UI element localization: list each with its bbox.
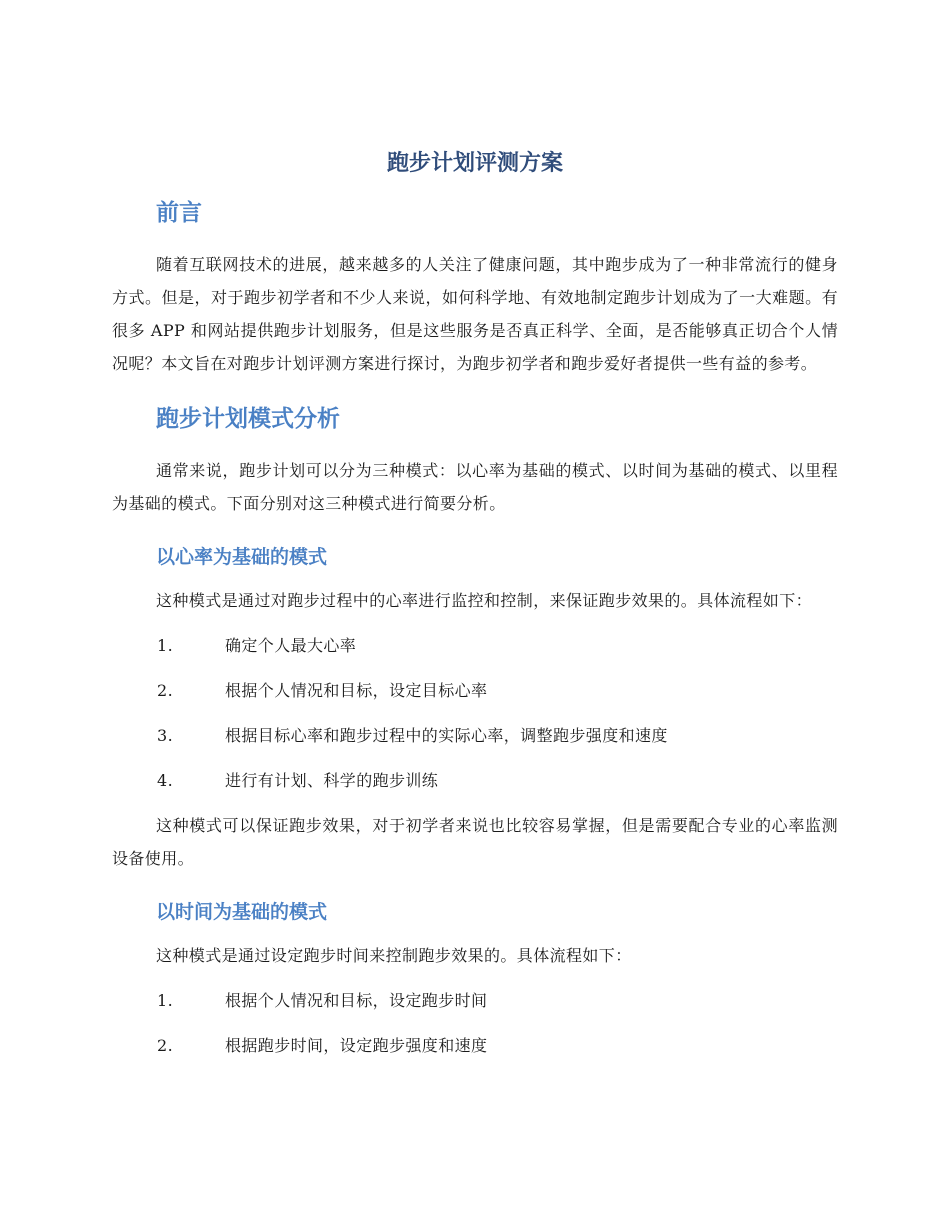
list-item-number: 2.: [157, 681, 174, 700]
list-item-text: 根据个人情况和目标，设定跑步时间: [225, 991, 488, 1010]
heart-rate-conclusion: 这种模式可以保证跑步效果，对于初学者来说也比较容易掌握，但是需要配合专业的心率监测设备使用。: [112, 816, 838, 868]
list-item: [112, 629, 838, 662]
section-heading-intro: 前言: [156, 200, 202, 226]
list-item: [112, 1029, 838, 1062]
list-item-number: 1.: [157, 636, 174, 655]
analysis-paragraph: 通常来说，跑步计划可以分为三种模式：以心率为基础的模式、以时间为基础的模式、以里程为基础的模式。下面分别对这三种模式进行简要分析。: [112, 461, 838, 513]
list-item: [112, 719, 838, 752]
list-item-number: 1.: [157, 991, 174, 1010]
heart-rate-steps-list: [112, 629, 838, 797]
time-based-steps-list: [112, 984, 838, 1062]
list-item-number: 4.: [157, 771, 174, 790]
list-item-text: 根据个人情况和目标，设定目标心率: [225, 681, 488, 700]
time-based-paragraph: 这种模式是通过设定跑步时间来控制跑步效果的。具体流程如下：: [156, 946, 632, 965]
list-item-text: 进行有计划、科学的跑步训练: [225, 771, 439, 790]
list-item-text: 根据跑步时间，设定跑步强度和速度: [225, 1036, 488, 1055]
list-item-number: 2.: [157, 1036, 174, 1055]
document-title: 跑步计划评测方案: [386, 151, 563, 176]
list-item-text: 根据目标心率和跑步过程中的实际心率，调整跑步强度和速度: [225, 726, 668, 745]
subsection-heading-heart-rate: 以心率为基础的模式: [156, 546, 328, 568]
section-heading-analysis: 跑步计划模式分析: [156, 406, 340, 432]
intro-paragraph: 随着互联网技术的进展，越来越多的人关注了健康问题，其中跑步成为了一种非常流行的健身方式。但是，对于跑步初学者和不少人来说，如何科学地、有效地制定跑步计划成为了一大难题。有很多 APP 和网站提供跑步计划服务，但是这些服务是否真正科学、全面，是否能够真正切合个人情况呢？本文旨在对跑步计划评测方案进行探讨，为跑步初学者和跑步爱好者提供一些有益的参考。: [112, 255, 838, 373]
list-item: [112, 984, 838, 1017]
list-item: [112, 764, 838, 797]
list-item-text: 确定个人最大心率: [225, 636, 357, 655]
list-item: [112, 674, 838, 707]
heart-rate-paragraph: 这种模式是通过对跑步过程中的心率进行监控和控制，来保证跑步效果的。具体流程如下：: [156, 591, 813, 610]
subsection-heading-time-based: 以时间为基础的模式: [156, 901, 328, 923]
list-item-number: 3.: [157, 726, 174, 745]
